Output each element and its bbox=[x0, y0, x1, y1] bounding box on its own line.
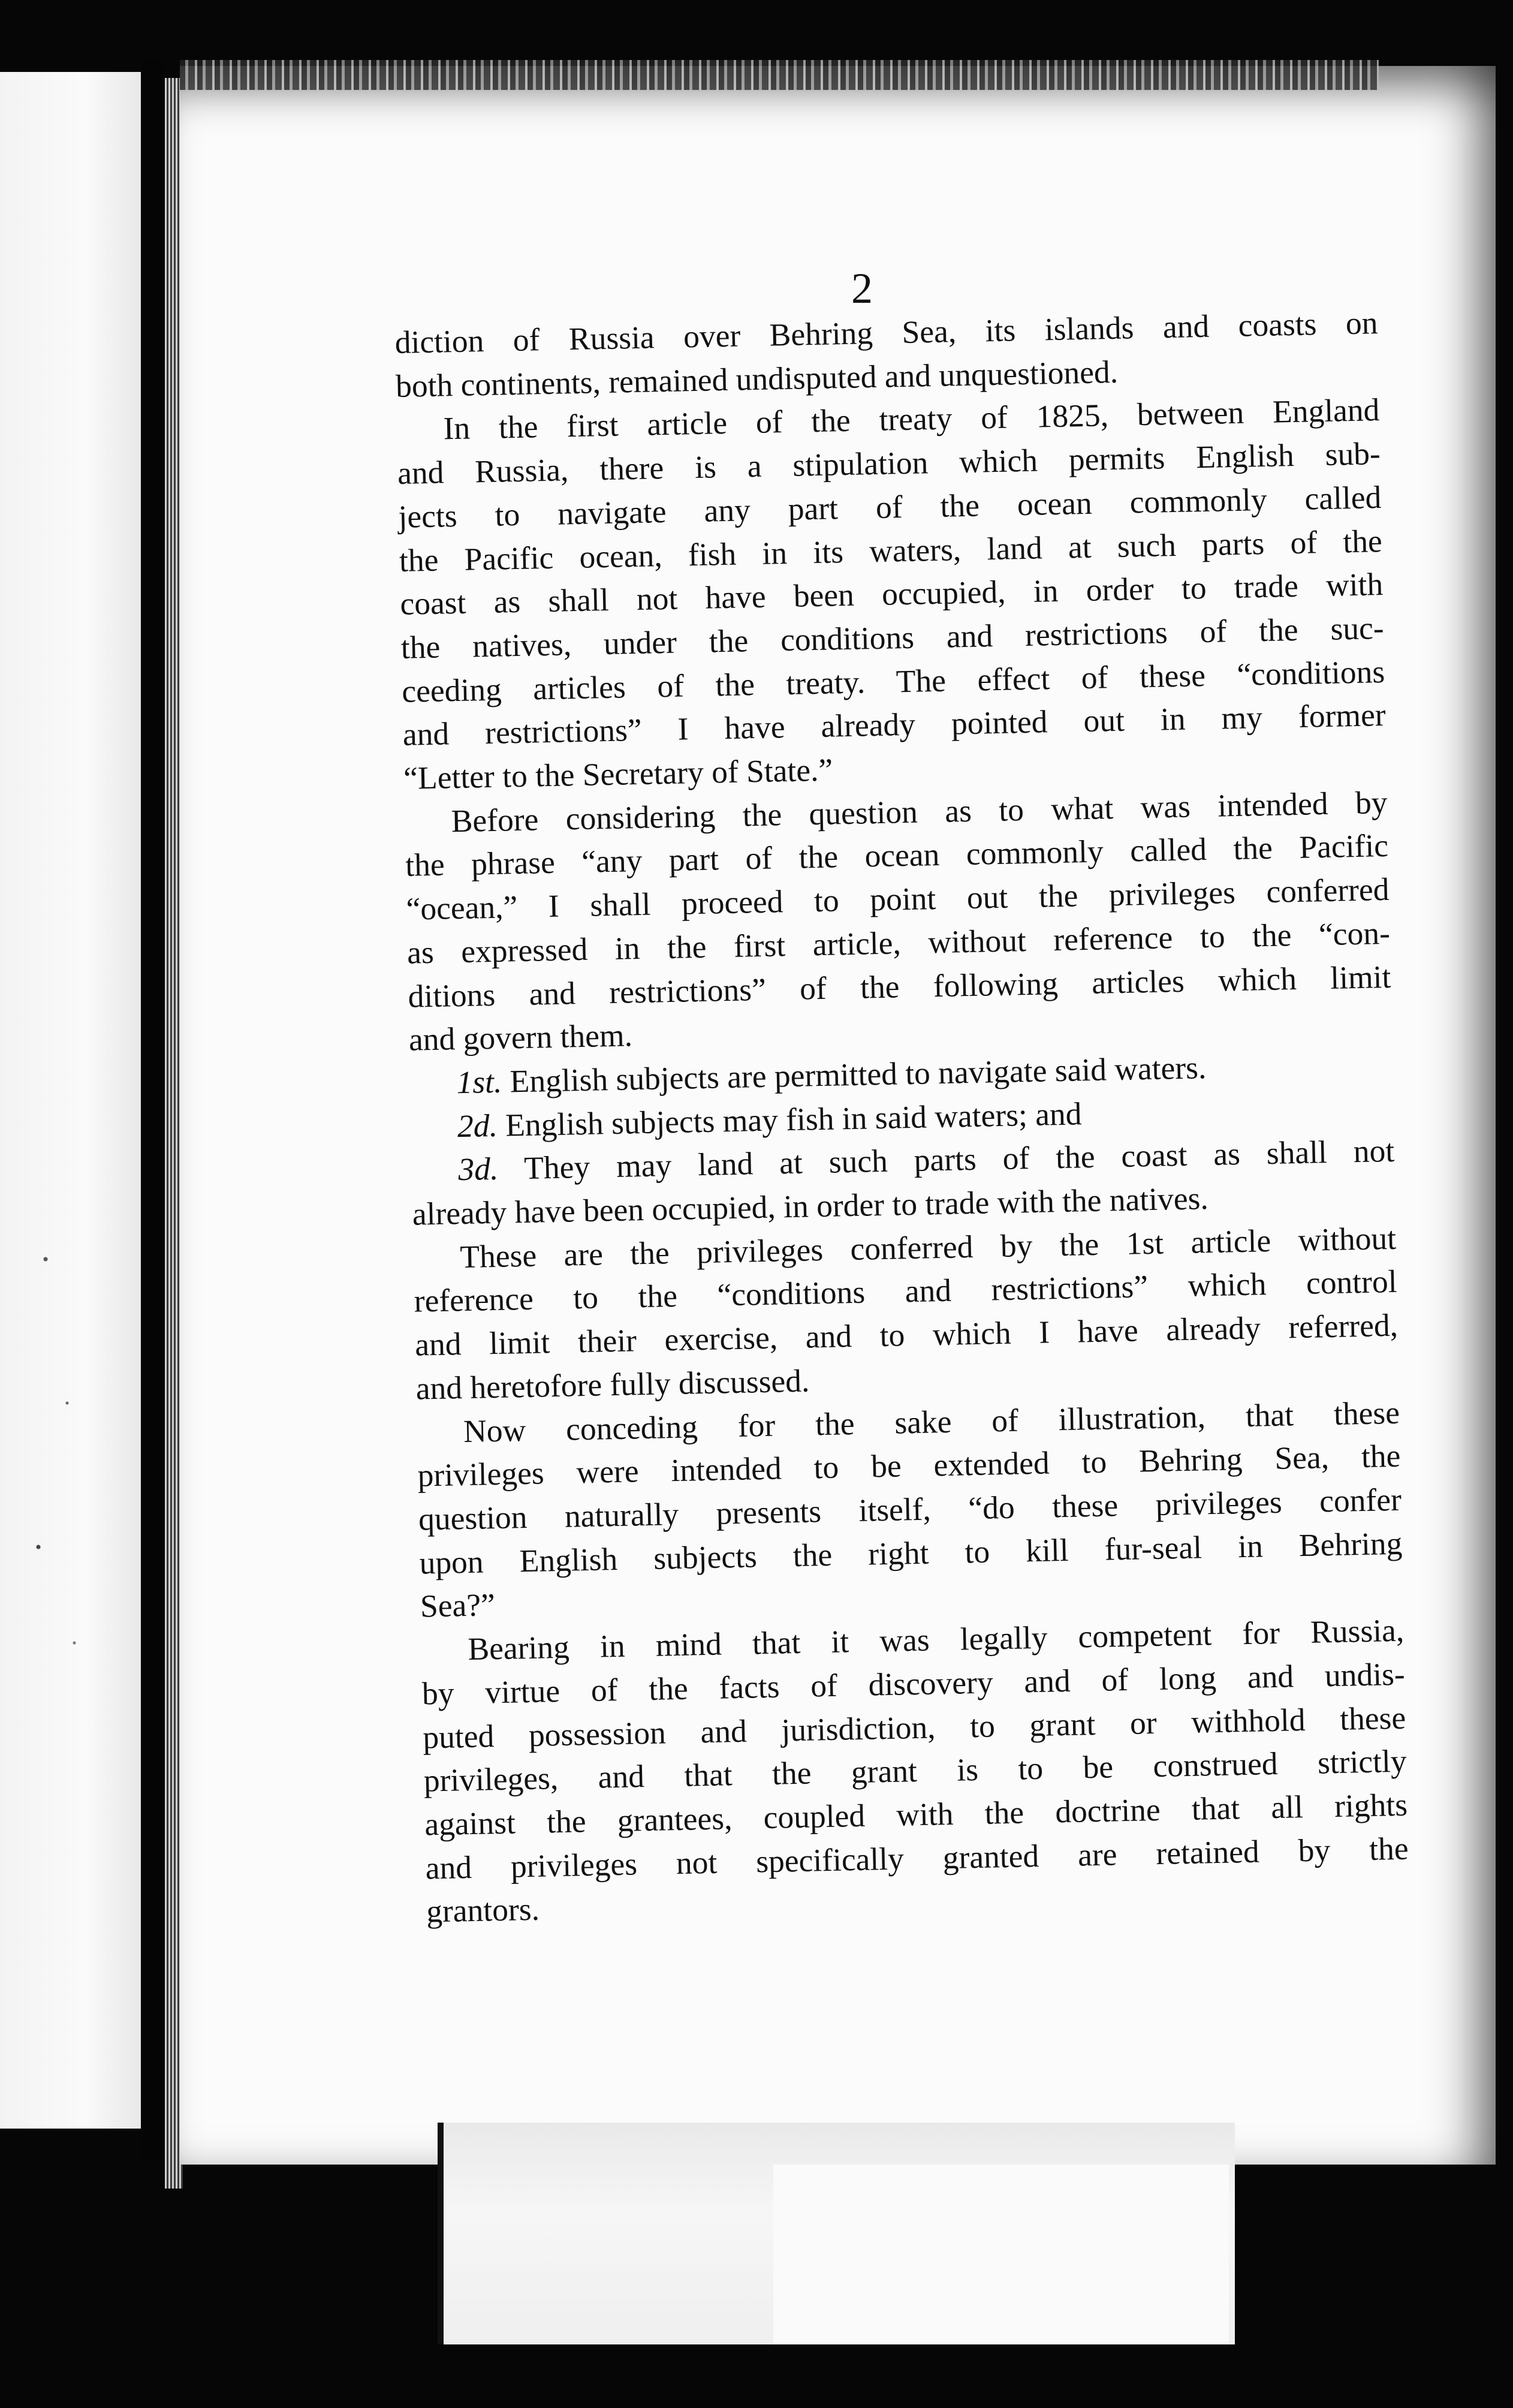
paragraph-line: These are the privileges conferred by the 1st article without bbox=[459, 1220, 1397, 1275]
paragraph-line: both continents, remained undisputed and unquestioned. bbox=[395, 353, 1119, 404]
paragraph-line: and Russia, there is a stipulation which permits English sub- bbox=[397, 435, 1381, 492]
paragraph-line: Before considering the question as to what was intended by bbox=[451, 784, 1388, 839]
paragraph-line: ditions and restrictions” of the following articles which limit bbox=[408, 958, 1391, 1015]
paper-slip-inner bbox=[773, 2165, 1229, 2344]
paragraph-line: and privileges not specifically granted are retained by the bbox=[425, 1830, 1409, 1886]
paragraph-line: and restrictions” I have already pointed out in my former bbox=[402, 697, 1387, 753]
paragraph-line: privileges, and that the grant is to be construed strictly bbox=[423, 1742, 1407, 1799]
list-text: They may land at such parts of the coast as shall not bbox=[523, 1133, 1395, 1187]
paragraph-line: “ocean,” I shall proceed to point out the privileges conferred bbox=[406, 871, 1390, 927]
facing-page bbox=[0, 72, 141, 2129]
paragraph-line: puted possession and jurisdiction, to grant or withhold these bbox=[422, 1699, 1406, 1756]
paragraph-line: Bearing in mind that it was legally competent for Russia, bbox=[467, 1612, 1405, 1667]
paragraph-line: Now conceding for the sake of illustration, that these bbox=[463, 1394, 1400, 1449]
page-number: 2 bbox=[851, 264, 873, 312]
facing-page-specks bbox=[24, 1211, 96, 1691]
paragraph-line: the Pacific ocean, fish in its waters, land at such parts of the bbox=[399, 522, 1383, 579]
paragraph-line: jects to navigate any part of the ocean commonly called bbox=[397, 478, 1382, 535]
paragraph-line: In the first article of the treaty of 1825, between England bbox=[443, 392, 1380, 447]
paragraph-line: privileges were intended to be extended to Behring Sea, the bbox=[417, 1437, 1401, 1494]
paragraph-line: as expressed in the first article, without reference to the “con- bbox=[406, 914, 1391, 971]
list-item-continued: already have been occupied, in order to trade with the natives. bbox=[412, 1180, 1209, 1232]
paragraph-line: upon English subjects the right to kill fur-seal in Behring bbox=[418, 1525, 1403, 1581]
paragraph-line: against the grantees, coupled with the doctrine that all rights bbox=[424, 1786, 1408, 1843]
paragraph-line: and govern them. bbox=[408, 1017, 633, 1058]
book-spine bbox=[141, 60, 165, 2159]
paragraph-line: the natives, under the conditions and restrictions of the suc- bbox=[400, 609, 1385, 666]
paragraph-line: and heretofore fully discussed. bbox=[415, 1362, 810, 1407]
list-text: English subjects may fish in said waters; and bbox=[505, 1095, 1082, 1143]
paragraph-line: grantors. bbox=[426, 1891, 540, 1930]
paragraph-line: and limit their exercise, and to which I have already referred, bbox=[414, 1307, 1399, 1363]
list-text: English subjects are permitted to navigate said waters. bbox=[510, 1049, 1207, 1100]
list-label: 1st. bbox=[456, 1063, 502, 1101]
paragraph-line: reference to the “conditions and restrictions” which control bbox=[414, 1263, 1398, 1320]
body-text bbox=[394, 301, 1410, 1933]
paragraph-line: the phrase “any part of the ocean commonly called the Pacific bbox=[405, 827, 1389, 884]
paragraph-line: ceeding articles of the treaty. The effect of these “conditions bbox=[401, 653, 1385, 709]
list-label: 2d. bbox=[457, 1107, 498, 1144]
paragraph-line: question naturally presents itself, “do these privileges confer bbox=[418, 1481, 1402, 1537]
list-label: 3d. bbox=[457, 1151, 499, 1188]
paragraph-line: by virtue of the facts of discovery and of long and undis- bbox=[421, 1656, 1406, 1712]
paragraph-line: coast as shall not have been occupied, in order to trade with bbox=[399, 566, 1384, 622]
paragraph-line: Sea?” bbox=[420, 1587, 496, 1624]
scan-noise bbox=[180, 60, 1379, 90]
paragraph-line: diction of Russia over Behring Sea, its islands and coasts on bbox=[394, 305, 1378, 360]
paragraph-line: “Letter to the Secretary of State.” bbox=[403, 751, 833, 796]
